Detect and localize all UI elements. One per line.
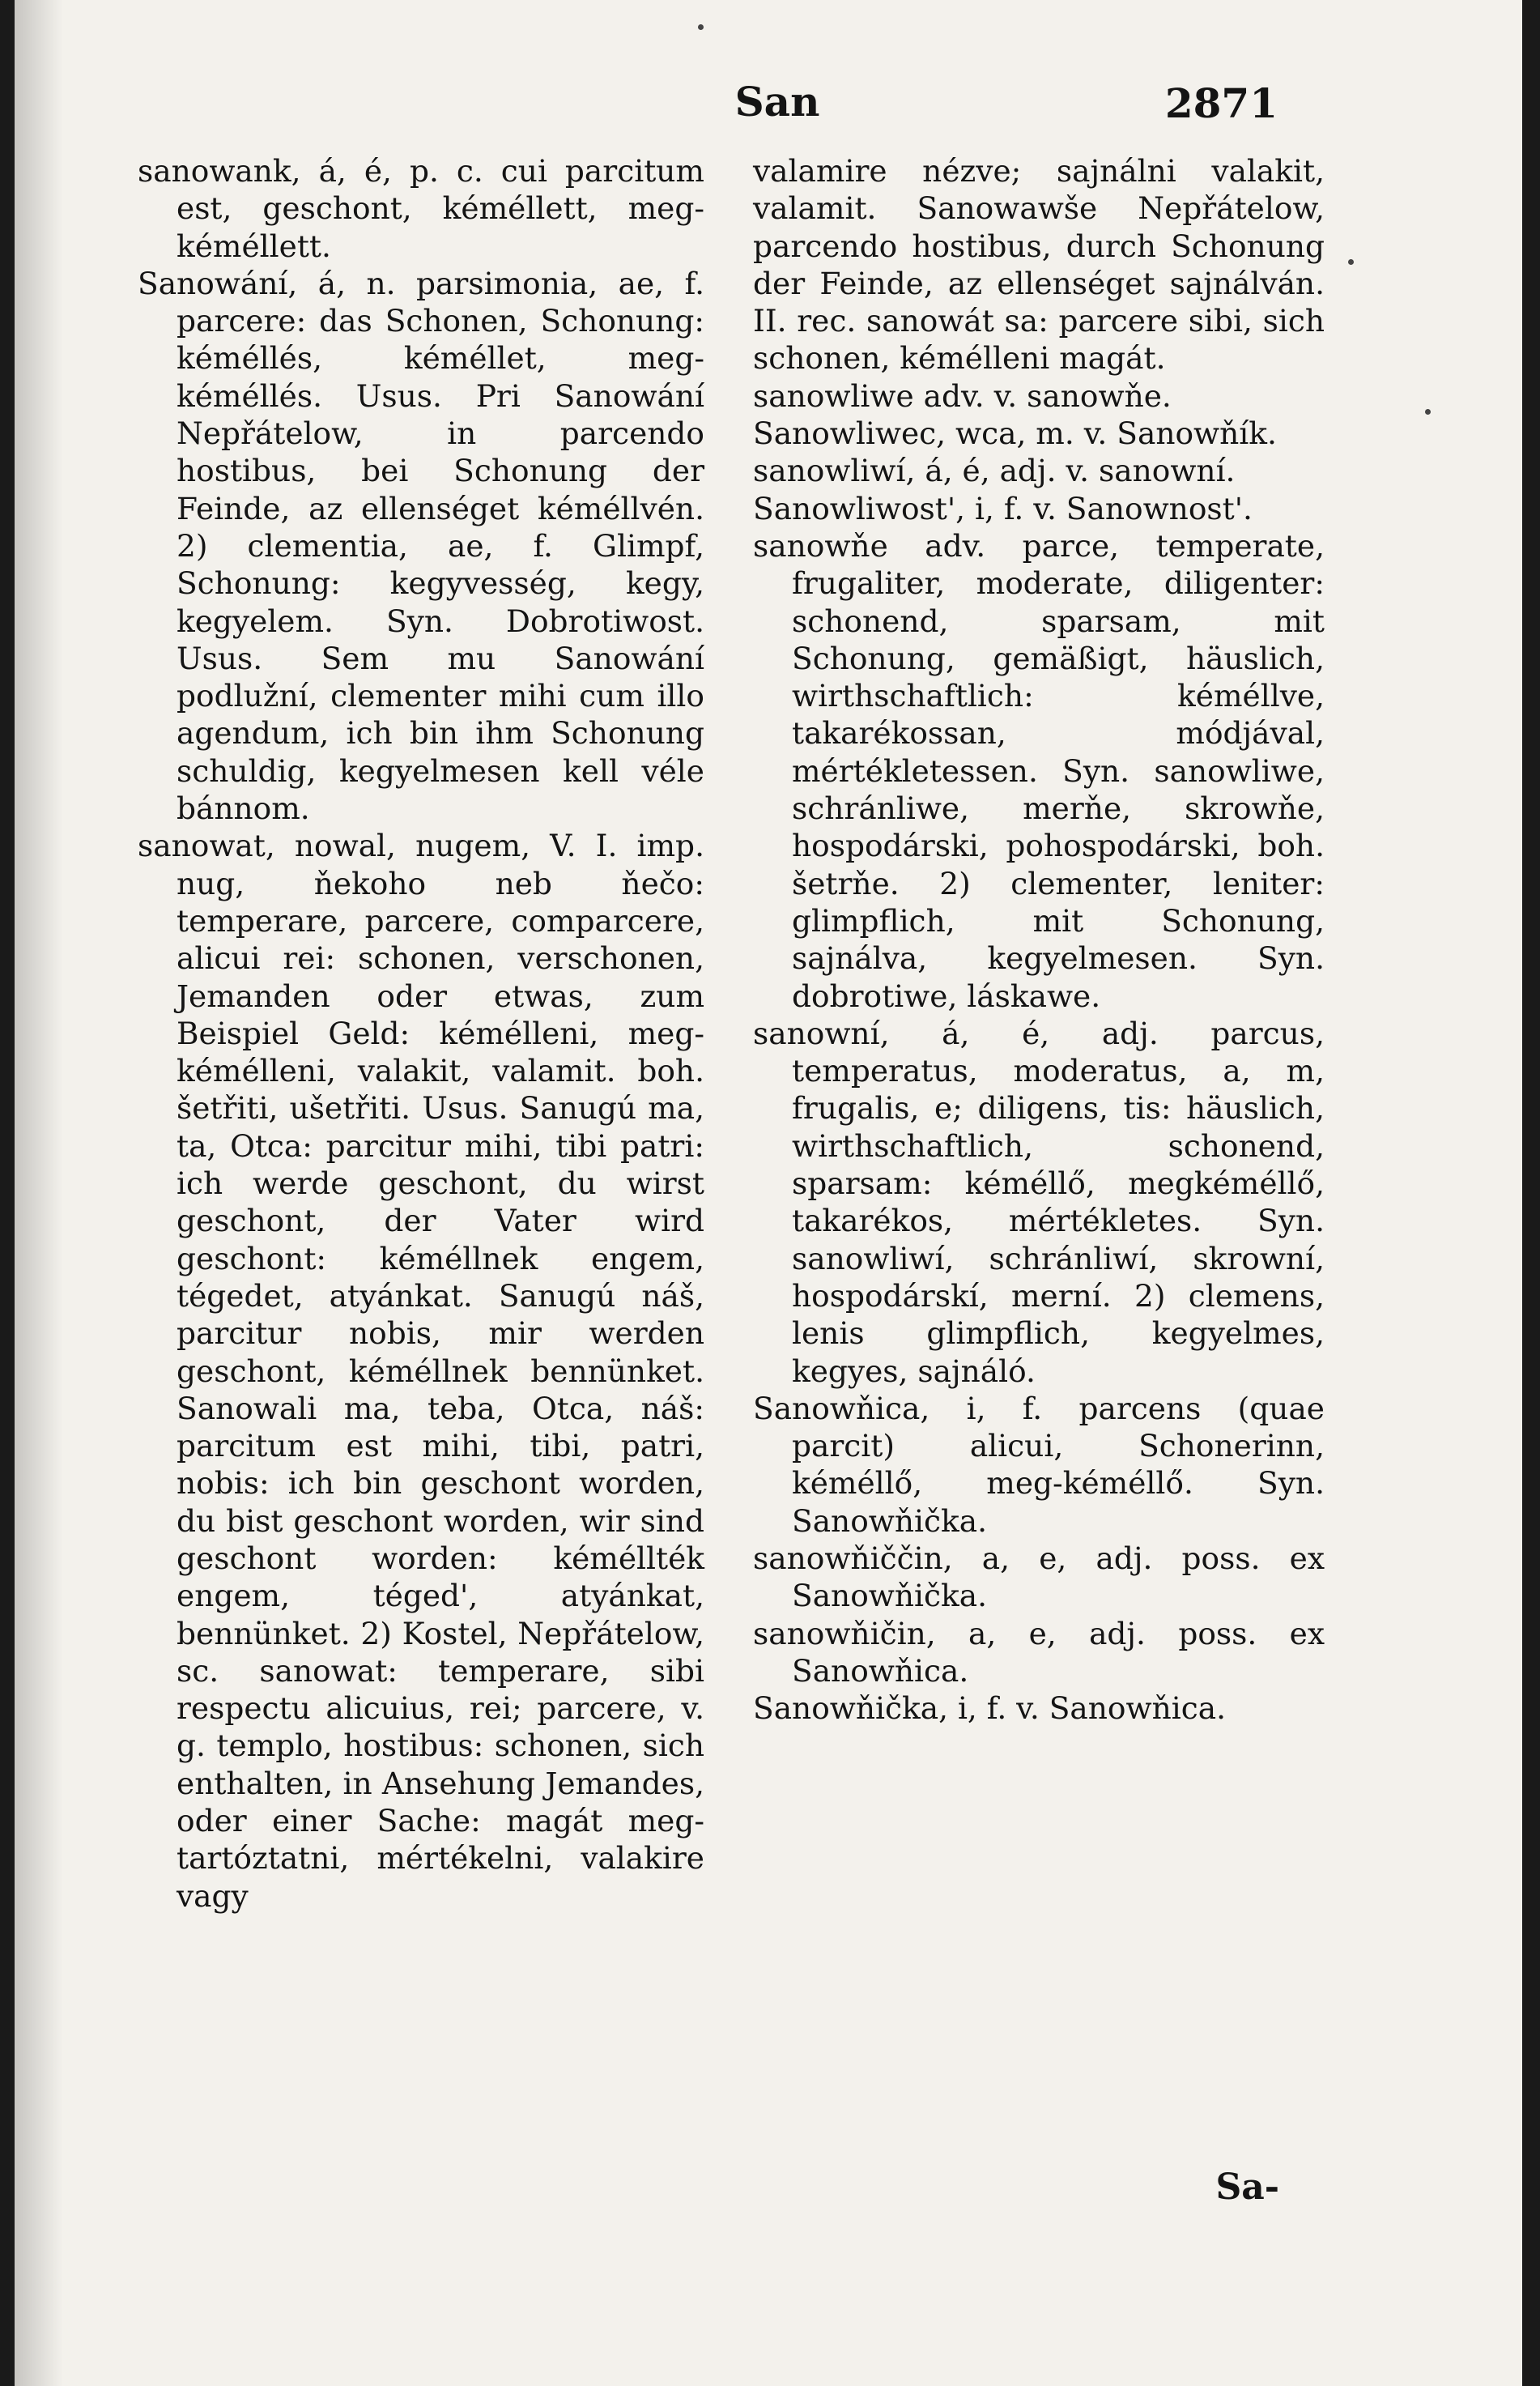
dictionary-entry: sanowňiččin, a, e, adj. poss. ex Sanowňička. bbox=[753, 1540, 1325, 1614]
dictionary-entry: Sanowliwost', i, f. v. Sanownost'. bbox=[753, 490, 1253, 526]
catchword: Sa- bbox=[1215, 2167, 1279, 2208]
right-column bbox=[753, 152, 1325, 1727]
paper-speck bbox=[1348, 259, 1354, 265]
paper-speck bbox=[1425, 409, 1431, 415]
dictionary-entry: Sanowání, á, n. parsimonia, ae, f. parcere: das Schonen, Schonung: kéméllés, kéméllet, meg-kéméllés. Usus. Pri Sanowání Nepřátelow, in parcendo hostibus, bei Schonung der Feinde, az ellenséget kéméllvén. 2) clementia, ae, f. Glimpf, Schonung: kegyvesség, kegy, kegyelem. Syn. Dobrotiwost. Usus. Sem mu Sanowání podlužní, clementer mihi cum illo agendum, ich bin ihm Schonung schuldig, kegyelmesen kell véle bánnom. bbox=[138, 265, 704, 827]
running-head: San bbox=[734, 78, 820, 126]
binding-shadow bbox=[15, 0, 63, 2386]
dictionary-entry-continued: valamire nézve; sajnálni valakit, valamit. Sanowawše Nepřátelow, parcendo hostibus, durch Schonung der Feinde, az ellenséget sajnálván. II. rec. sanowát sa: parcere sibi, sich schonen, kémélleni magát. bbox=[753, 153, 1325, 377]
dictionary-entry: sanowní, á, é, adj. parcus, temperatus, moderatus, a, m, frugalis, e; diligens, tis: häuslich, wirthschaftlich, schonend, sparsam: kéméllő, megkéméllő, takarékos, mértékletes. Syn. sanowliwí, schránliwí, skrowní, hospodárskí, merní. 2) clemens, lenis glimpflich, kegyelmes, kegyes, sajnáló. bbox=[753, 1015, 1325, 1389]
dictionary-entry: Sanowňica, i, f. parcens (quae parcit) alicui, Schonerinn, kéméllő, meg-kéméllő. Syn. Sanowňička. bbox=[753, 1390, 1325, 1539]
dictionary-entry: sanowňe adv. parce, temperate, frugaliter, moderate, diligenter: schonend, sparsam, mit Schonung, gemäßigt, häuslich, wirthschaftlich: kéméllve, takarékossan, módjával, mértékletessen. Syn. sanowliwe, schránliwe, merňe, skrowňe, hospodárski, pohospodárski, boh. šetrňe. 2) clementer, leniter: glimpflich, mit Schonung, sajnálva, kegyelmesen. Syn. dobrotiwe, láskawe. bbox=[753, 527, 1325, 1014]
dictionary-entry: sanowliwí, á, é, adj. v. sanowní. bbox=[753, 453, 1236, 489]
scan-edge-left bbox=[0, 0, 15, 2386]
dictionary-entry: sanowňičin, a, e, adj. poss. ex Sanowňica. bbox=[753, 1615, 1325, 1689]
dictionary-entry: sanowat, nowal, nugem, V. I. imp. nug, ňekoho neb ňečo: temperare, parcere, comparcere, alicui rei: schonen, verschonen, Jemanden oder etwas, zum Beispiel Geld: kémélleni, meg-kémélleni, valakit, valamit. boh. šetřiti, ušetřiti. Usus. Sanugú ma, ta, Otca: parcitur mihi, tibi patri: ich werde geschont, du wirst geschont, der Vater wird geschont: kéméllnek engem, tégedet, atyánkat. Sanugú náš, parcitur nobis, mir werden geschont, kéméllnek bennünket. Sanowali ma, teba, Otca, náš: parcitum est mihi, tibi, patri, nobis: ich bin geschont worden, du bist geschont worden, wir sind geschont worden: kéméllték engem, téged', atyánkat, bennünket. 2) Kostel, Nepřátelow, sc. sanowat: temperare, sibi respectu alicuius, rei; parcere, v. g. templo, hostibus: schonen, sich enthalten, in Ansehung Jemandes, oder einer Sache: magát meg-tartóztatni, mértékelni, valakire vagy bbox=[138, 828, 704, 1914]
page-number: 2871 bbox=[1164, 79, 1278, 127]
dictionary-entry: Sanowňička, i, f. v. Sanowňica. bbox=[753, 1690, 1227, 1727]
scan-edge-right bbox=[1522, 0, 1540, 2386]
dictionary-entry: sanowank, á, é, p. c. cui parcitum est, geschont, kéméllett, meg-kéméllett. bbox=[138, 153, 704, 264]
dictionary-entry: sanowliwe adv. v. sanowňe. bbox=[753, 377, 1172, 414]
paper-speck bbox=[698, 24, 704, 30]
left-column bbox=[138, 152, 704, 1915]
dictionary-entry: Sanowliwec, wca, m. v. Sanowňík. bbox=[753, 415, 1277, 452]
